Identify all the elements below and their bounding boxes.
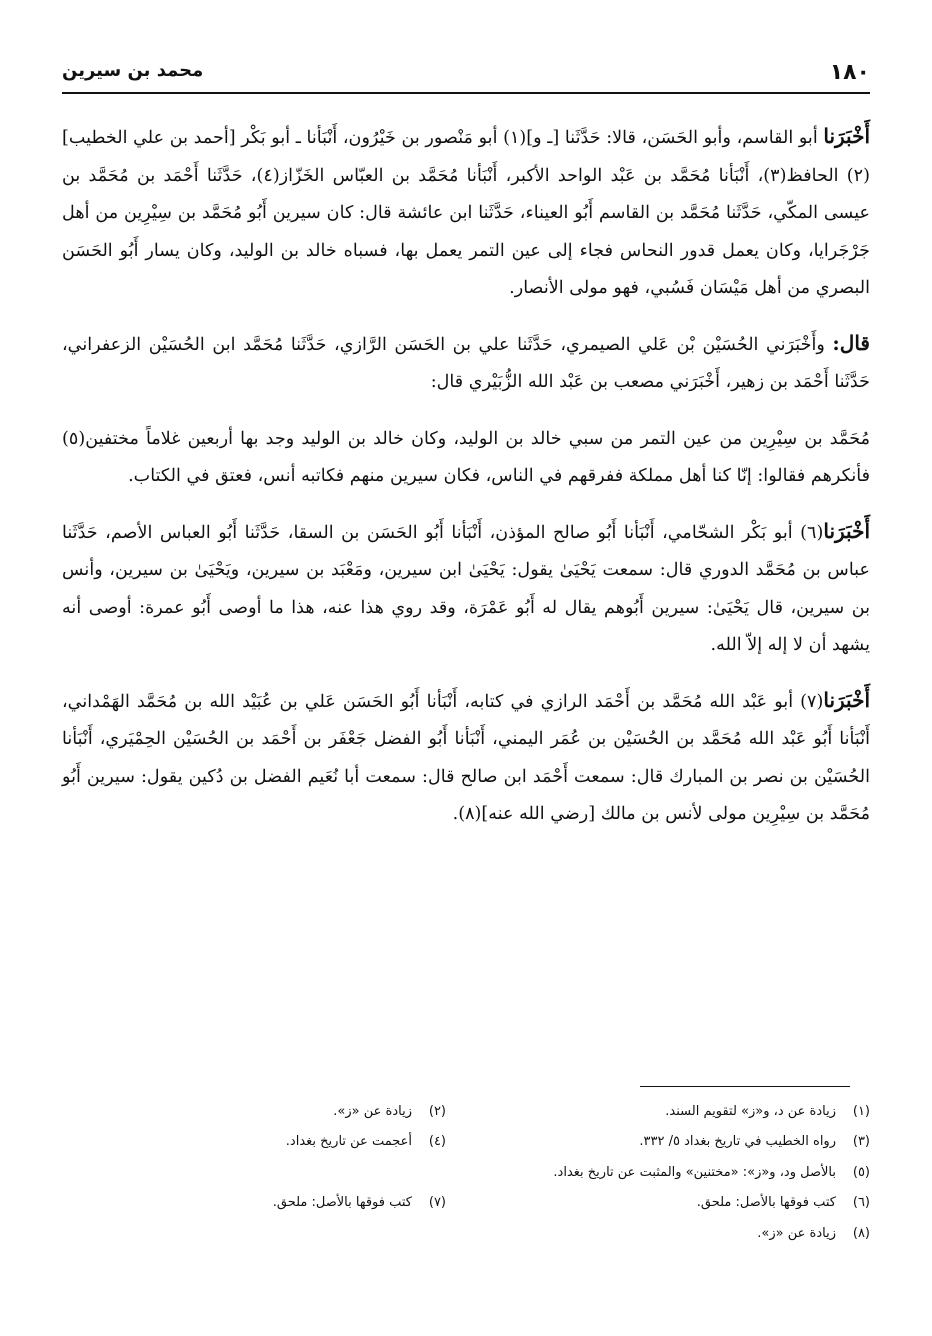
footnote-item: [62, 1188, 446, 1219]
footnote-number: (٨): [852, 1225, 870, 1241]
footnote-item: [62, 1157, 870, 1188]
page-header: [62, 58, 870, 94]
paragraph-lead: أَخْبَرَنا: [823, 687, 870, 712]
paragraph-text: (٧) أبو عَبْد الله مُحَمَّد بن أَحْمَد الرازي في كتابه، أَنْبَأنا أَبُو الحَسَن عَلي بن عُبَيْد الله بن مُحَمَّد الهَمْداني، أَنْبَأنا أَبُو عَبْد الله مُحَمَّد بن الحُسَيْن بن عُمَر اليمني، أَنْبَأنا أَبُو الفضل جَعْفَر بن أَحْمَد بن الحُسَيْن الحِمْيَري، أَنْبَأنا الحُسَيْن بن نصر بن المبارك قال: سمعت أَحْمَد ابن صالح قال: سمعت أبا نُعَيم الفضل بن دُكين يقول: سيرين أَبُو مُحَمَّد بن سِيْرِين مولى لأنس بن مالك [رضي الله عنه](٨).: [62, 691, 870, 824]
footnote-text: زيادة عن «ز».: [333, 1103, 412, 1119]
paragraph: [62, 325, 870, 402]
footnote-number: (١): [852, 1103, 870, 1119]
footnote-number: (٥): [852, 1164, 870, 1180]
footnote-text: رواه الخطيب في تاريخ بغداد ٥/ ٣٣٢.: [639, 1134, 836, 1150]
paragraph: [62, 118, 870, 308]
footnote-text: زيادة عن «ز».: [757, 1225, 836, 1241]
footnote-number: (٤): [428, 1134, 446, 1150]
paragraph-text: أبو القاسم، وأبو الحَسَن، قالا: حَدَّثَنا [ـ و](١) أبو مَنْصور بن خَيْرُون، أَنْبَأنا ـ أبو بَكْر [أحمد بن علي الخطيب](٢) الحافظ(٣)، أَنْبَأنا مُحَمَّد بن عَبْد الواحد الأكبر، أَنْبَأنا مُحَمَّد بن العبّاس الخَزّاز(٤)، حَدَّثَنا أَحْمَد بن مُحَمَّد بن عيسى المكّي، حَدَّثَنا مُحَمَّد بن القاسم أَبُو العيناء، حَدَّثَنا ابن عائشة قال: كان سيرين أَبُو مُحَمَّد بن سِيْرِين من أهل جَرْجَرايا، وكان يعمل قدور النحاس فجاء إلى عين التمر يعمل بها، فسباه خالد بن الوليد، وكان يسار أَبُو الحَسَن البصري من أهل مَيْسَان فَسُبي، فهو مولى الأنصار.: [62, 128, 870, 298]
paragraph: [62, 513, 870, 665]
footnote-item: [486, 1127, 870, 1158]
footnote-item: [486, 1188, 870, 1219]
footnote-number: (٦): [852, 1195, 870, 1211]
paragraph: [62, 682, 870, 834]
paragraph-text: مُحَمَّد بن سِيْرِين من عين التمر من سبي خالد بن الوليد، وكان خالد بن الوليد وجد بها أربعين غلاماً مختفين(٥) فأنكرهم فقالوا: إنّا كنا أهل مملكة ففرقهم في الناس، فكان سيرين منهم فكاتبه أنس، فعتق في الكتاب.: [62, 428, 870, 486]
footnote-text: بالأصل ود، و«ز»: «مختنين» والمثبت عن تاريخ بغداد.: [553, 1164, 836, 1180]
footnote-item: [486, 1096, 870, 1127]
paragraph-text: وأَخْبَرَني الحُسَيْن بْن عَلي الصيمري، حَدَّثَنا علي بن الحَسَن الرَّازي، حَدَّثَنا مُحَمَّد ابن الحُسَيْن الزعفراني، حَدَّثَنا أَحْمَد بن زهير، أَخْبَرَني مصعب بن عَبْد الله الزُّبَيْري قال:: [62, 334, 870, 392]
footnote-item: [62, 1127, 446, 1158]
paragraph-lead: قال:: [832, 330, 870, 355]
running-title: محمد بن سيرين: [62, 60, 204, 81]
footnote-text: كتب فوقها بالأصل: ملحق.: [696, 1195, 836, 1211]
footnote-number: (٣): [852, 1134, 870, 1150]
footnotes: [62, 1096, 870, 1249]
footnote-text: أعجمت عن تاريخ بغداد.: [285, 1134, 412, 1150]
paragraph-text: (٦) أبو بَكْر الشحّامي، أَنْبَأنا أَبُو صالح المؤذن، أَنْبَأنا أَبُو الحَسَن بن السقا، حَدَّثَنا أَبُو العباس الأصم، حَدَّثَنا عباس بن مُحَمَّد الدوري قال: سمعت يَحْيَىٰ يقول: يَحْيَىٰ ابن سيرين، ومَعْبَد بن سيرين، ويَحْيَىٰ بن سيرين، وأنس بن سيرين، قال يَحْيَىٰ: سيرين أَبُوهم يقال له أَبُو عَمْرَة، وقد روي هذا عنه، هذا ما أوصى أَبُو عمرة: أوصى أنه يشهد أن لا إله إلاّ الله.: [62, 522, 870, 655]
footnote-separator: [640, 1086, 850, 1087]
paragraph-lead: أَخْبَرَنا: [823, 518, 870, 543]
main-text: [62, 118, 870, 851]
page-number: ١٨٠: [829, 60, 870, 85]
paragraph: [62, 419, 870, 496]
footnote-item: [62, 1218, 870, 1249]
footnote-text: كتب فوقها بالأصل: ملحق.: [272, 1195, 412, 1211]
footnote-number: (٧): [428, 1195, 446, 1211]
paragraph-lead: أَخْبَرَنا: [823, 124, 870, 148]
footnote-number: (٢): [428, 1103, 446, 1119]
footnote-item: [62, 1096, 446, 1127]
footnote-text: زيادة عن د، و«ز» لتقويم السند.: [665, 1103, 836, 1119]
